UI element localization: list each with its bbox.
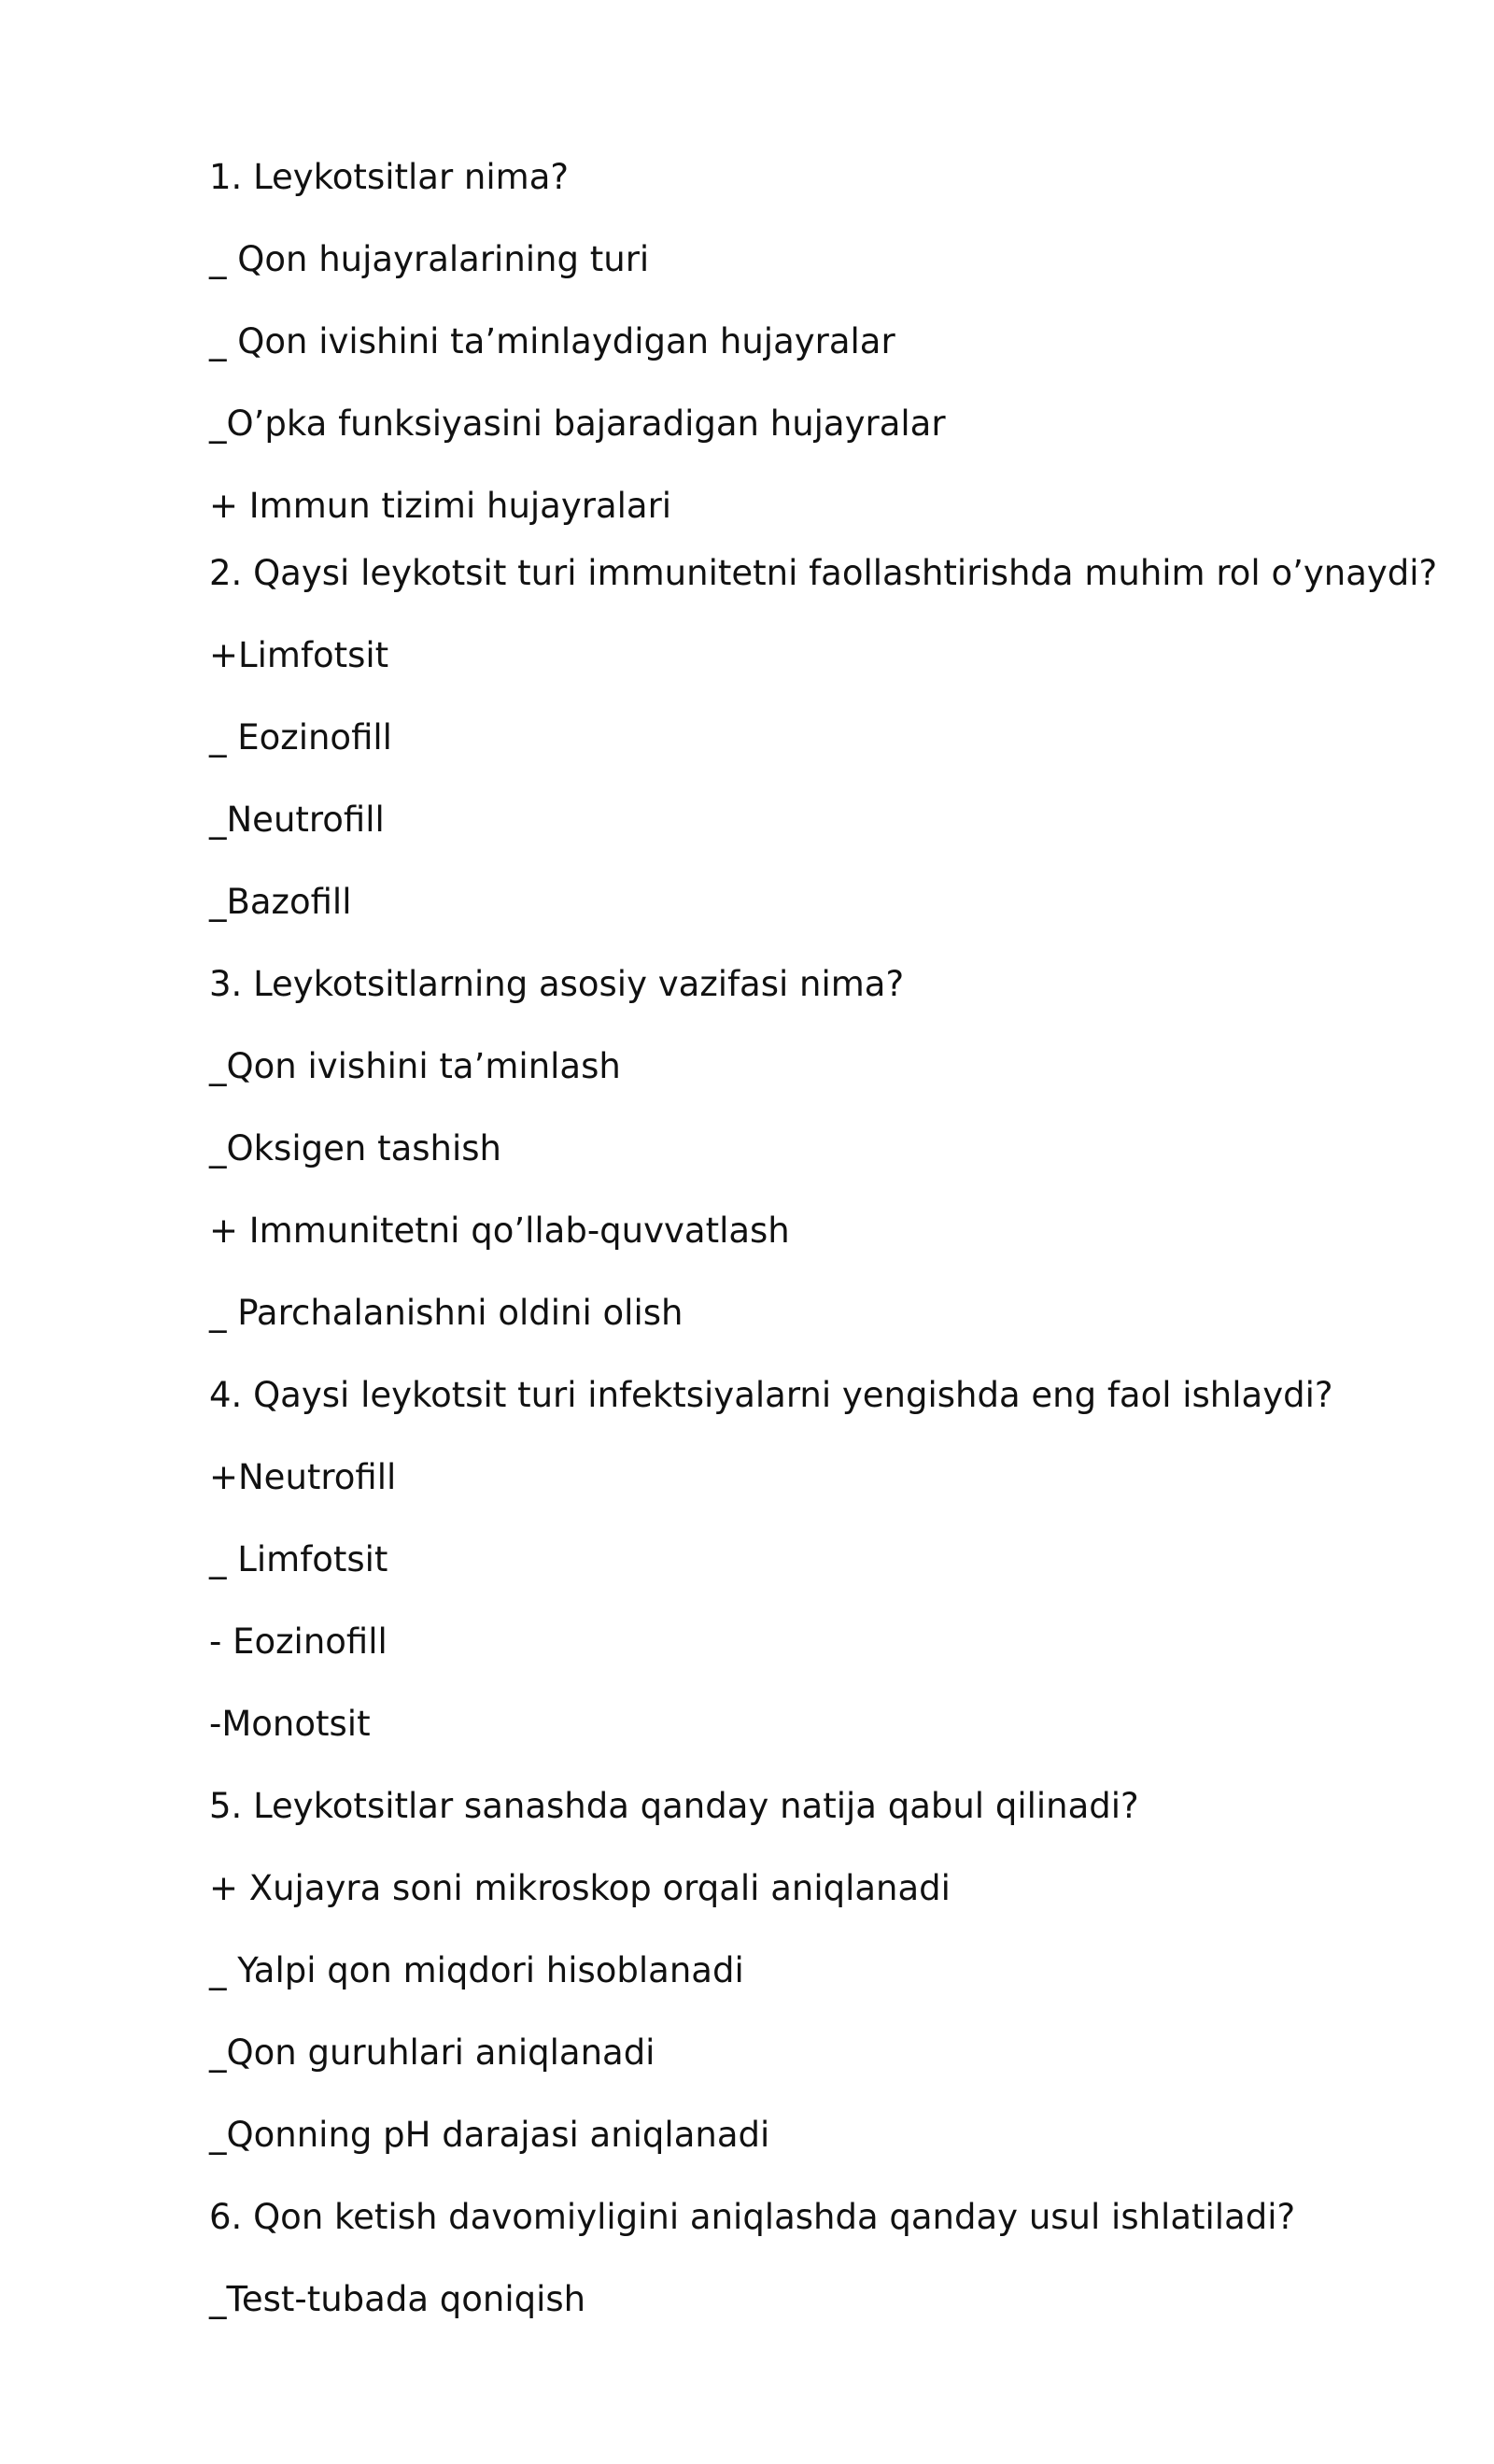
question-1-option-1: _ Qon hujayralarining turi (209, 239, 650, 279)
question-3-option-4: _ Parchalanishni oldini olish (209, 1293, 684, 1333)
question-3-option-2: _Oksigen tashish (209, 1128, 501, 1168)
question-1: 1. Leykotsitlar nima? (209, 157, 570, 197)
question-5: 5. Leykotsitlar sanashda qanday natija qabul qilinadi? (209, 1786, 1139, 1826)
question-4-option-1: +Neutrofill (209, 1457, 397, 1497)
question-3: 3. Leykotsitlarning asosiy vazifasi nima? (209, 964, 905, 1004)
question-2-option-1: +Limfotsit (209, 635, 389, 675)
question-6-option-1: _Test-tubada qoniqish (209, 2279, 586, 2319)
question-1-option-4: + Immun tizimi hujayralari (209, 486, 672, 526)
question-5-option-4: _Qonning pH darajasi aniqlanadi (209, 2115, 770, 2155)
question-4-option-2: _ Limfotsit (209, 1539, 388, 1579)
question-1-option-3: _O’pka funksiyasini bajaradigan hujayralar (209, 404, 946, 444)
question-2: 2. Qaysi leykotsit turi immunitetni faollashtirishda muhim rol o’ynaydi? (209, 553, 1438, 593)
question-6: 6. Qon ketish davomiyligini aniqlashda qanday usul ishlatiladi? (209, 2197, 1296, 2237)
question-2-option-3: _Neutrofill (209, 800, 385, 840)
question-5-option-2: _ Yalpi qon miqdori hisoblanadi (209, 1950, 744, 1990)
question-4-option-3: - Eozinofill (209, 1621, 388, 1662)
question-2-option-4: _Bazofill (209, 882, 352, 922)
question-3-option-3: + Immunitetni qo’llab-quvvatlash (209, 1211, 790, 1251)
question-3-option-1: _Qon ivishini ta’minlash (209, 1046, 621, 1086)
question-1-option-2: _ Qon ivishini ta’minlaydigan hujayralar (209, 321, 895, 361)
question-4-option-4: -Monotsit (209, 1704, 371, 1744)
question-5-option-1: + Xujayra soni mikroskop orqali aniqlanadi (209, 1868, 951, 1908)
question-2-option-2: _ Eozinofill (209, 717, 392, 758)
question-4: 4. Qaysi leykotsit turi infektsiyalarni yengishda eng faol ishlaydi? (209, 1375, 1333, 1415)
question-5-option-3: _Qon guruhlari aniqlanadi (209, 2032, 655, 2073)
